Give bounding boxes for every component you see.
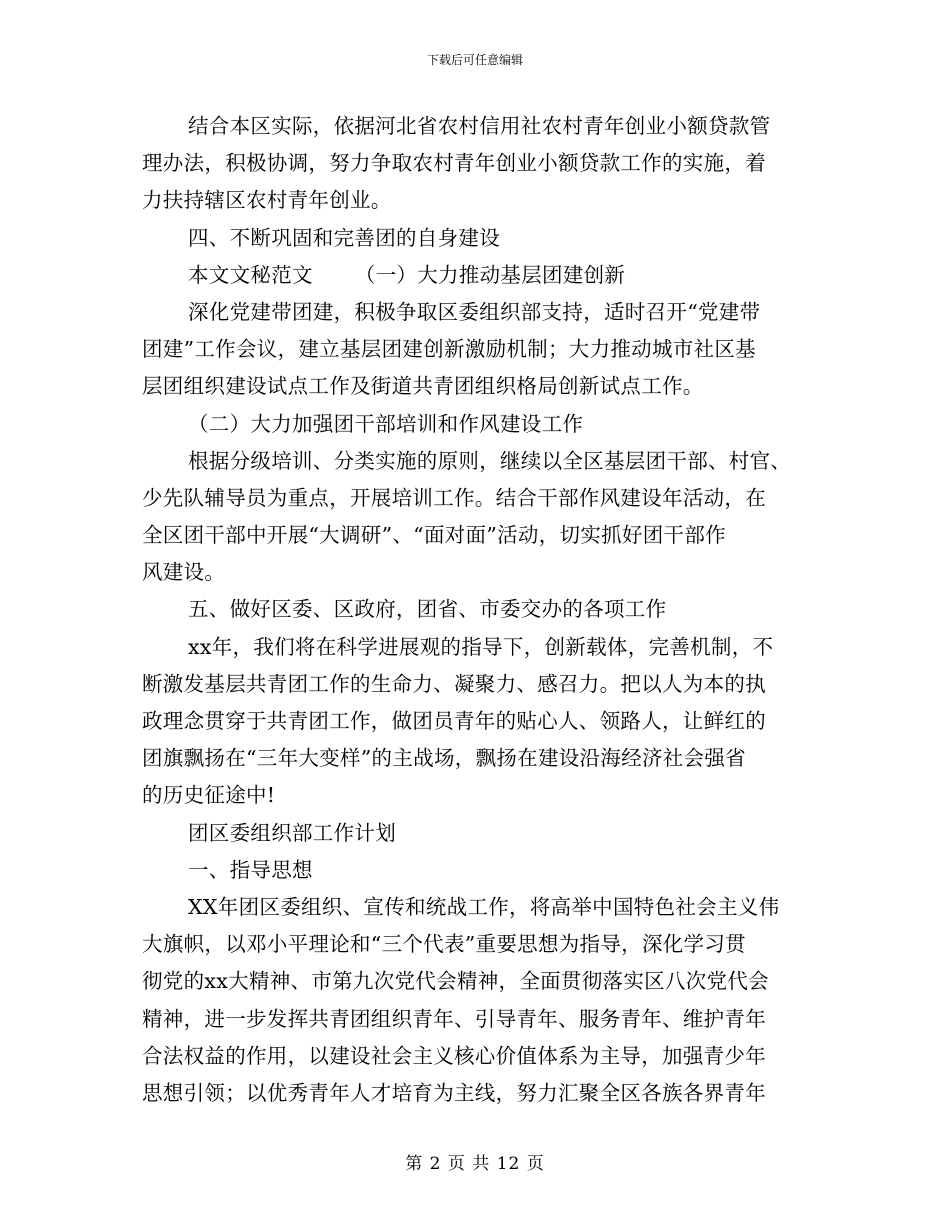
section-heading-1 bbox=[142, 852, 802, 889]
heading-line bbox=[142, 257, 802, 294]
text-line: 力扶持辖区农村青年创业。 bbox=[142, 188, 392, 213]
text-line: 大旗帜，以邓小平理论和“三个代表”重要思想为指导，深化学习贯 bbox=[142, 932, 746, 957]
paragraph-4 bbox=[142, 629, 802, 815]
text-line: 团旗飘扬在“三年大变样”的主战场，飘扬在建设沿海经济社会强省 bbox=[142, 746, 746, 771]
text-line: 的历史征途中! bbox=[142, 783, 276, 808]
text-line: 彻党的xx大精神、市第九次党代会精神，全面贯彻落实区八次党代会 bbox=[142, 969, 769, 994]
text-line: 全区团干部中开展“大调研”、“面对面”活动，切实抓好团干部作 bbox=[142, 523, 726, 548]
heading-line: 一、指导思想 bbox=[188, 857, 313, 882]
text-line: 深化党建带团建，积极争取区委组织部支持，适时召开“党建带 bbox=[188, 299, 761, 324]
text-line: 风建设。 bbox=[142, 560, 226, 585]
document-body bbox=[142, 108, 802, 1112]
text-line: xx年，我们将在科学进展观的指导下，创新载体，完善机制，不 bbox=[188, 634, 774, 659]
section-heading-5 bbox=[142, 591, 802, 628]
paragraph-1 bbox=[142, 108, 802, 220]
heading-line: （二）大力加强团干部培训和作风建设工作 bbox=[188, 411, 584, 436]
text-line: 结合本区实际，依据河北省农村信用社农村青年创业小额贷款管 bbox=[188, 114, 771, 138]
subsection-heading-1 bbox=[142, 257, 802, 294]
heading-line: 四、不断巩固和完善团的自身建设 bbox=[188, 225, 500, 250]
total-pages-number: 12 bbox=[496, 1154, 521, 1174]
text-line: 少先队辅导员为重点，开展培训工作。结合干部作风建设年活动，在 bbox=[142, 485, 766, 510]
text-line: 政理念贯穿于共青团工作，做团员青年的贴心人、领路人，让鲜红的 bbox=[142, 709, 766, 733]
watermark-text: 本文文秘范文 bbox=[188, 262, 313, 287]
subheading-text: （一）大力推动基层团建创新 bbox=[354, 262, 626, 287]
page-label-suffix: 页 bbox=[526, 1154, 545, 1174]
text-line: 团建”工作会议，建立基层团建创新激励机制；大力推动城市社区基 bbox=[142, 337, 756, 362]
text-line: XX年团区委组织、宣传和统战工作，将高举中国特色社会主义伟 bbox=[188, 894, 780, 919]
text-line: 断激发基层共青团工作的生命力、凝聚力、感召力。把以人为本的执 bbox=[142, 671, 766, 696]
text-line: 层团组织建设试点工作及街道共青团组织格局创新试点工作。 bbox=[142, 374, 704, 399]
paragraph-3 bbox=[142, 443, 802, 592]
text-line: 根据分级培训、分类实施的原则，继续以全区基层团干部、村官、 bbox=[188, 448, 792, 473]
text-line: 思想引领；以优秀青年人才培育为主线，努力汇聚全区各族各界青年 bbox=[142, 1080, 766, 1105]
page-label-mid: 页 共 bbox=[447, 1154, 491, 1174]
text-line: 合法权益的作用，以建设社会主义核心价值体系为主导，加强青少年 bbox=[142, 1043, 766, 1068]
current-page-number: 2 bbox=[429, 1154, 442, 1174]
title-line: 团区委组织部工作计划 bbox=[188, 820, 396, 845]
page-label-prefix: 第 bbox=[405, 1154, 424, 1174]
header-note: 下载后可任意编辑 bbox=[426, 53, 523, 67]
text-line: 精神，进一步发挥共青团组织青年、引导青年、服务青年、维护青年 bbox=[142, 1006, 766, 1031]
paragraph-5 bbox=[142, 889, 802, 1112]
subsection-heading-2 bbox=[142, 406, 802, 443]
text-line: 理办法，积极协调，努力争取农村青年创业小额贷款工作的实施，着 bbox=[142, 151, 766, 176]
paragraph-2 bbox=[142, 294, 802, 406]
page-footer bbox=[0, 1153, 950, 1175]
heading-line: 五、做好区委、区政府，团省、市委交办的各项工作 bbox=[188, 597, 667, 622]
document-title bbox=[142, 815, 802, 852]
section-heading-4 bbox=[142, 220, 802, 257]
